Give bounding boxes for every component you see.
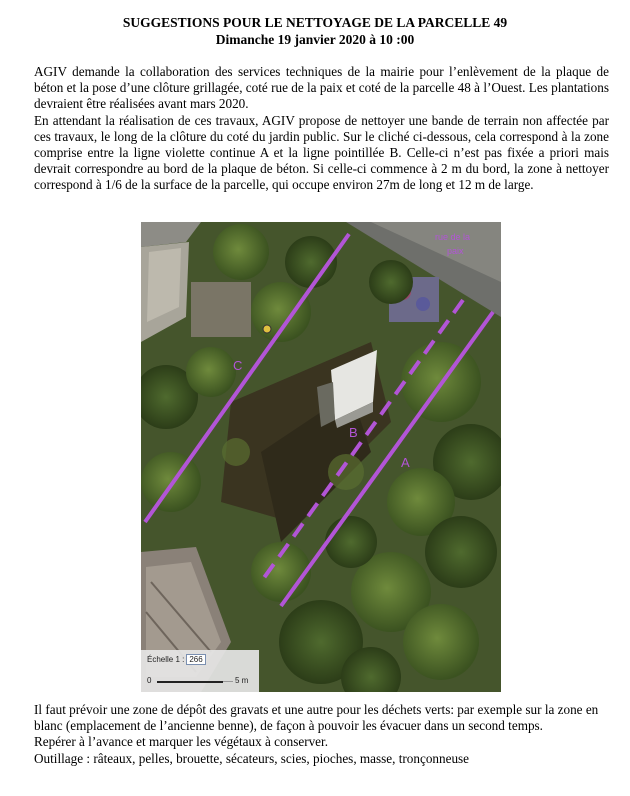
scale-bar-line xyxy=(157,681,223,683)
title-date: Dimanche 19 janvier 2020 à 10 :00 xyxy=(215,32,415,47)
aerial-photo xyxy=(141,222,501,692)
scale-label: Échelle 1 : xyxy=(147,655,185,664)
intro-text xyxy=(34,64,609,194)
line-a-label: A xyxy=(401,455,410,470)
scale-bar-tail xyxy=(223,681,233,682)
line-c-label: C xyxy=(233,358,243,373)
scale-end: 5 m xyxy=(235,676,249,685)
scale-zero: 0 xyxy=(147,676,152,685)
outro-paragraph-3: Outillage : râteaux, pelles, brouette, sécateurs, scies, pioches, masse, tronçonneuse xyxy=(34,750,470,766)
street-label-line-1: rue de la xyxy=(435,232,471,242)
outro-text xyxy=(34,702,609,767)
intro-paragraph-1: AGIV demande la collaboration des services techniques de la mairie pour l’enlèvement de la plaque de béton et la pose d’une clôture grillagée, coté rue de la paix et coté de la parcelle 48 à l’Ouest. Les plantations devraient être réalisées avant mars 2020. xyxy=(34,64,609,112)
scale-bar xyxy=(147,676,251,686)
street-label-line-2: paix xyxy=(447,246,464,256)
title-line-1: SUGGESTIONS POUR LE NETTOYAGE DE LA PARCELLE 49 xyxy=(122,15,508,30)
line-b-label: B xyxy=(349,425,358,440)
aerial-photo-image xyxy=(141,222,501,692)
outro-paragraph-1: Il faut prévoir une zone de dépôt des gravats et une autre pour les déchets verts: par exemple sur la zone en blanc (emplacement de l’ancienne benne), de façon à pouvoir les évacuer dans un second temps. xyxy=(34,702,599,734)
intro-paragraph-2: En attendant la réalisation de ces travaux, AGIV propose de nettoyer une bande de terrain non affectée par ces travaux, le long de la clôture du coté du jardin public. Sur le cliché ci-dessous, cela correspond à la zone comprise entre la ligne violette continue A et la ligne pointillée B. Celle-ci n’est pas fixée a priori mais devrait correspondre au bord de la plaque de béton. Si celle-ci commence à 2 m du bord, la zone à nettoyer correspond à 1/6 de la surface de la parcelle, qui occupe environ 27m de long et 12 m de large. xyxy=(34,112,609,193)
outro-paragraph-2: Repérer à l’avance et marquer les végétaux à conserver. xyxy=(34,734,328,750)
scale-label-row xyxy=(147,654,206,665)
scale-indicator xyxy=(141,650,259,692)
scale-value-field[interactable]: 266 xyxy=(186,654,205,665)
document-title xyxy=(0,14,630,48)
